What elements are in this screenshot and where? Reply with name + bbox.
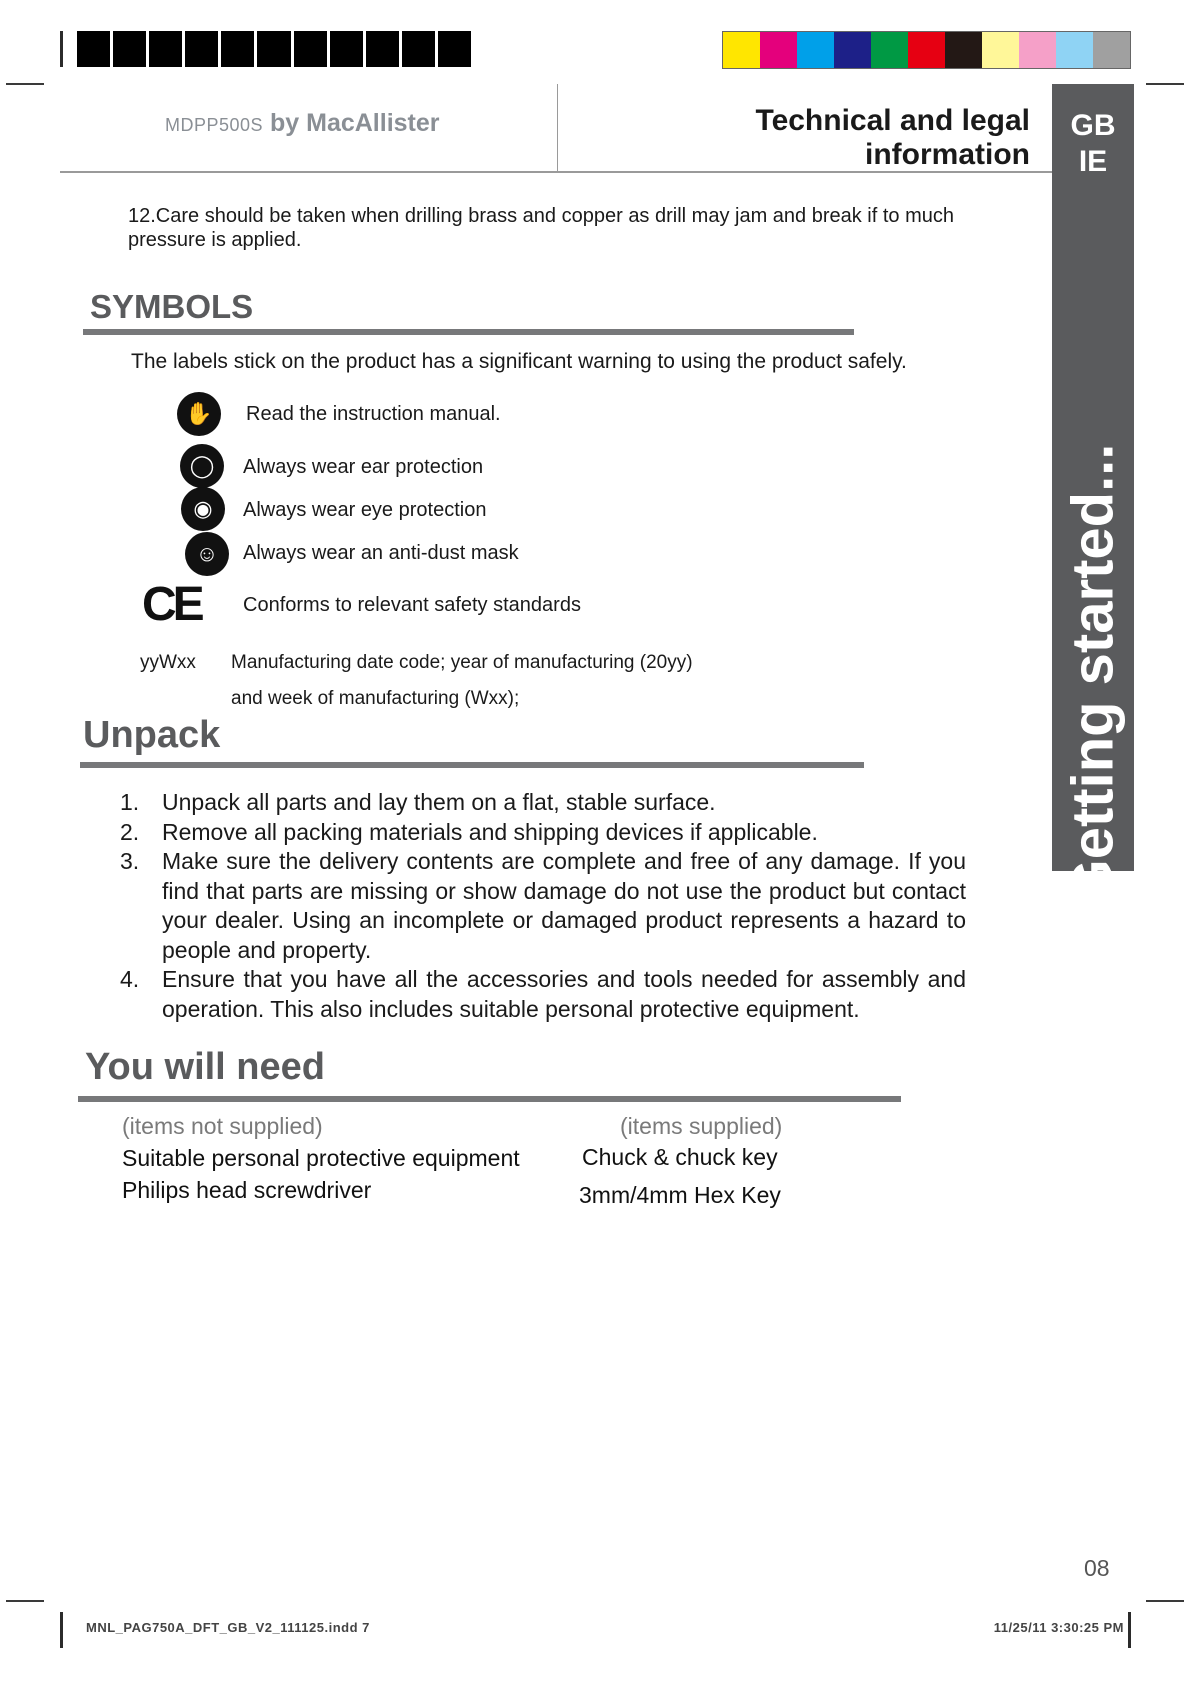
color-swatch	[834, 32, 871, 68]
date-code-line1: Manufacturing date code; year of manufacturing (20yy)	[231, 652, 693, 673]
color-swatch	[760, 32, 797, 68]
symbols-rule	[83, 329, 854, 335]
color-swatch	[1056, 32, 1093, 68]
color-swatch	[797, 32, 834, 68]
list-item: 1. Unpack all parts and lay them on a flat, stable surface.	[120, 789, 716, 815]
need-rule	[78, 1096, 901, 1102]
color-swatch	[723, 32, 760, 68]
crop-mark-left-top	[6, 83, 44, 85]
symbols-title: SYMBOLS	[90, 288, 254, 325]
color-calibration-bar	[722, 31, 1131, 69]
page-title-line1: Technical and legal	[755, 104, 1030, 137]
page-number: 08	[1084, 1555, 1110, 1581]
color-swatch	[945, 32, 982, 68]
footer-filename: MNL_PAG750A_DFT_GB_V2_111125.indd 7	[86, 1620, 370, 1635]
supplied-item: Chuck & chuck key	[582, 1144, 778, 1170]
symbol-text-ear: Always wear ear protection	[243, 456, 484, 478]
list-item: 4. Ensure that you have all the accessories and tools needed for assembly and operation. This also includes suitable personal protective equipment.	[120, 966, 966, 1022]
crop-mark-top-left	[60, 31, 63, 67]
supplied-item: 3mm/4mm Hex Key	[579, 1182, 781, 1208]
not-supplied-item: Suitable personal protective equipment	[122, 1145, 520, 1171]
date-code-line2: and week of manufacturing (Wxx);	[231, 688, 520, 709]
date-code-label: yyWxx	[140, 652, 196, 673]
crop-mark-bottom-left	[60, 1612, 63, 1648]
model-number: MDPP500S	[165, 115, 264, 135]
section-label-vertical: Getting started...	[1060, 443, 1126, 905]
list-item: 3. Make sure the delivery contents are complete and free of any damage. If you find that parts are missing or show damage do not use the product but contact your dealer. Using an incomplete or damaged product represents a hazard to people and property.	[120, 848, 966, 963]
ce-mark-icon: CE	[142, 578, 201, 631]
unpack-rule	[80, 762, 864, 768]
header-divider	[557, 84, 558, 172]
color-swatch	[908, 32, 945, 68]
registration-black-bar	[77, 31, 471, 67]
section-side-tab	[1052, 84, 1134, 905]
symbol-text-ce: Conforms to relevant safety standards	[243, 594, 581, 616]
ear-protection-icon: ◯	[180, 444, 224, 488]
crop-mark-bottom-right	[1128, 1612, 1131, 1648]
safety-note: 12.Care should be taken when drilling brass and copper as drill may jam and break if to much pressure is applied.	[128, 205, 954, 251]
header-rule	[60, 171, 1052, 173]
unpack-title: Unpack	[83, 714, 221, 756]
header-brand	[165, 109, 440, 138]
color-swatch	[871, 32, 908, 68]
brand-name: by MacAllister	[270, 109, 440, 137]
language-codes	[1052, 108, 1134, 180]
symbols-intro: The labels stick on the product has a significant warning to using the product safely.	[131, 350, 907, 373]
lang-gb: GB	[1070, 109, 1116, 142]
dust-mask-icon: ☺	[185, 532, 229, 576]
symbol-text-manual: Read the instruction manual.	[246, 403, 501, 425]
symbol-text-eye: Always wear eye protection	[243, 499, 487, 521]
color-swatch	[1093, 32, 1130, 68]
crop-mark-left-bottom	[6, 1600, 44, 1602]
list-item: 2. Remove all packing materials and shipping devices if applicable.	[120, 818, 818, 845]
page-title	[755, 104, 1030, 172]
not-supplied-item: Philips head screwdriver	[122, 1177, 372, 1203]
supplied-heading: (items supplied)	[620, 1113, 783, 1139]
lang-ie: IE	[1078, 145, 1108, 178]
unpack-steps	[120, 788, 966, 1024]
footer-timestamp: 11/25/11 3:30:25 PM	[993, 1620, 1124, 1635]
color-swatch	[1019, 32, 1056, 68]
crop-mark-right-bottom	[1146, 1600, 1184, 1602]
manual-icon: ✋	[177, 392, 221, 436]
symbol-text-dust: Always wear an anti-dust mask	[243, 542, 519, 564]
eye-protection-icon: ◉	[181, 487, 225, 531]
need-title: You will need	[85, 1046, 325, 1088]
color-swatch	[982, 32, 1019, 68]
not-supplied-heading: (items not supplied)	[122, 1113, 323, 1139]
crop-mark-right-top	[1146, 83, 1184, 85]
page-title-line2: information	[865, 138, 1030, 171]
